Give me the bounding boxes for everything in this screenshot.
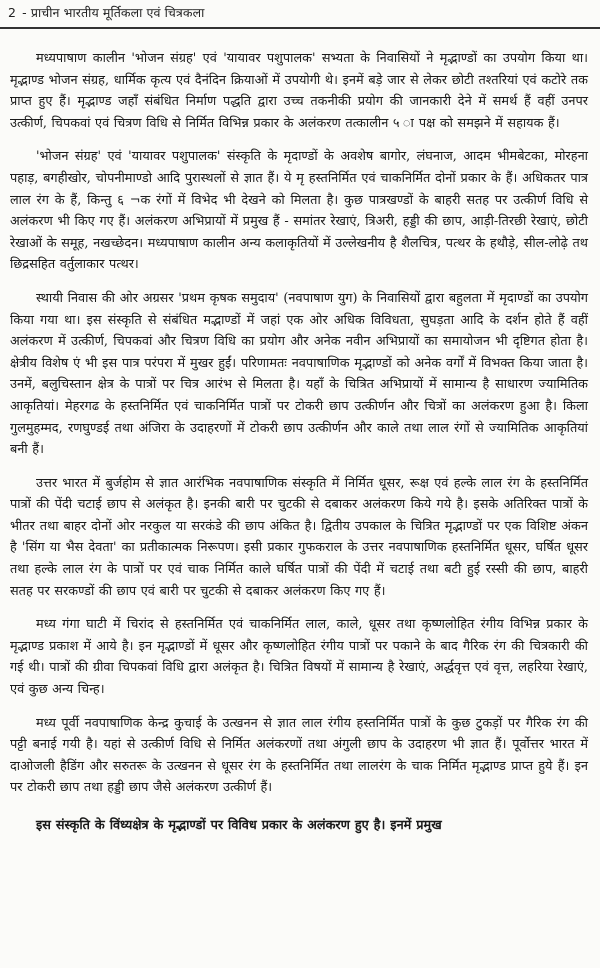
running-header [8,4,204,21]
paragraph-mesolithic-sites: 'भोजन संग्रह' एवं 'यायावर पशुपालक' संस्कृति के मृदाण्डों के अवशेष बागोर, लंघनाज, आदम भीमबेटका, मोरहना पहाड़, बगहीखोर, चोपनीमाण्डो आदि पुरास्थलों से ज्ञात हैं। ये मृ हस्तनिर्मित एवं चाकनिर्मित दोनों प्रकार के हैं। अधिकतर पात्र लाल रंग के हैं, किन्तु ६ ¬क रंगों में विभेद भी देखने को मिलता है। कुछ पात्रखण्डों के बाहरी सतह पर उत्कीर्ण विधि से अलंकरण भी किए गए हैं। अलंकरण अभिप्रायों में प्रमुख हैं - समांतर रेखाएं, त्रिअरी, हड्डी की छाप, आड़ी-तिरछी रेखाएं, छोटी रेखाओं के समूह, नखच्छेदन। मध्यपाषाण कालीन अन्य कलाकृतियों में उल्लेखनीय है शैलचित्र, पत्थर के हथौड़े, सील-लोढ़े तथ छिद्रसहित वर्तुलाकार पत्थर। [10,149,588,273]
paragraph-east-india: मध्य पूर्वी नवपाषाणिक केन्द्र कुचाई के उत्खनन से ज्ञात लाल रंगीय हस्तनिर्मित पात्रों के कुछ टुकड़ों पर गैरिक रंग की पट्टी बनाई गयी है। यहां से उत्कीर्ण विधि से निर्मित अलंकरणों तथा अंगुली छाप के उदाहरण भी ज्ञात हैं। पूर्वोत्तर भारत में दाओजली हैडिंग और सरुतरू के उत्खनन से धूसर रंग के हस्तनिर्मित तथा लालरंग के चाक निर्मित मृद्भाण्ड प्राप्त हुये हैं। इन पर टोकरी छाप तथा हड्डी छाप जैसे अलंकरण उत्कीर्ण हैं। [10,715,588,796]
paragraph-mesolithic-pottery: मध्यपाषाण कालीन 'भोजन संग्रह' एवं 'यायावर पशुपालक' सभ्यता के निवासियों ने मृद्भाण्डों का उपयोग किया था। मृद्भाण्ड भोजन संग्रह, धार्मिक कृत्य एवं दैनंदिन क्रियाओं में उपयोगी थे। इनमें बड़े जार से लेकर छोटी तश्तरियां एवं कटोरे तक प्राप्त हुए हैं। मृद्भाण्ड जहाँ संबंधित निर्माण पद्धति द्वारा उच्च तकनीकी प्रयोग की जानकारी देने में समर्थ हैं वहीं उनपर उत्कीर्ण, चिपकवां एवं चित्रण विधि से निर्मित विभिन्न प्रकार के अलंकरण तत्कालीन ५ ा पक्ष को समझने में सहायक हैं। [10,51,588,131]
body-text [10,48,588,849]
paragraph-north-india: उत्तर भारत में बुर्जहोम से ज्ञात आरंभिक नवपाषाणिक संस्कृति में निर्मित धूसर, रूक्ष एवं हल्के लाल रंग के हस्तनिर्मित पात्रों की पेंदी चटाई छाप से अलंकृत है। इनकी बारी पर चुटकी से दबाकर अलंकरण किये गये है। इसके अतिरिक्त पात्रों के भीतर तथा बाहर दोनों ओर नरकुल या सरकंडे की छाप अंकित है। द्वितीय उपकाल के चित्रित मृद्भाण्डों पर एक विशिष्ट अंकन है 'सिंग या भैस देवता' का प्रतीकात्मक निरूपण। इसी प्रकार गुफकराल के उत्तर नवपाषाणिक हस्तनिर्मित धूसर, घर्षित धूसर तथा हल्के लाल रंग के पात्रों पर एवं चाक निर्मित काले घर्षित पात्रों की पेंदी में चटाई तथा बटी हुई रस्सी की छाप, बाहरी सतह पर सरकण्डों की छाप एवं बारी पर चुटकी से दबाकर अलंकरण किए गए हैं। [10,475,589,599]
paragraph-vindhya-start: इस संस्कृति के विंध्यक्षेत्र के मृद्भाण्डों पर विविध प्रकार के अलंकरण हुए है। इनमें प्रमुख [36,818,442,833]
paragraph-middle-ganga: मध्य गंगा घाटी में चिरांद से हस्तनिर्मित एवं चाकनिर्मित लाल, काले, धूसर तथा कृष्णलोहित रंगीय विभिन्न प्रकार के मृद्भाण्ड प्रकाश में आये है। इन मृद्भाण्डों में धूसर और कृष्णलोहित रंगीय पात्रों पर पकाने के बाद गैरिक रंग की चित्रकारी की गई थी। पात्रों की ग्रीवा चिपकवां विधि द्वारा अलंकृत है। चित्रित विषयों में सामान्य है रेखाएं, अर्द्धवृत्त एवं वृत्त, लहरिया रेखाएं, एवं कुछ अन्य चिन्ह। [10,617,588,698]
page-number: 2 [8,5,17,20]
paragraph-neolithic-farmers: स्थायी निवास की ओर अग्रसर 'प्रथम कृषक समुदाय' (नवपाषाण युग) के निवासियों द्वारा बहुलता में मृदाण्डों का उपयोग किया गया था। इस संस्कृति से संबंधित मद्भाण्डों में जहां एक ओर अधिक विविधता, सुघड़ता आदि के दर्शन होते हैं वहीं अलंकरण में उत्कीर्ण, चिपकवां और चित्रण विधि का प्रयोग और अनेक नवीन अभिप्रायों का समायोजन भी दृष्टिगत होता है। क्षेत्रीय विशेष एं भी इस पात्र परंपरा में मुखर हुईं। परिणामतः नवपाषाणिक मृद्भाण्डों को अनेक वर्गों में विभक्त किया जाता है। उनमें, बलुचिस्तान क्षेत्र के पात्रों पर चित्र आरंभ से मिलता है। यहाँ के चित्रित अभिप्रायों में सामान्य है साधारण ज्यामितिक आकृतियां। मेहरगढ के हस्तनिर्मित एवं चाकनिर्मित पात्रों पर टोकरी छाप उत्कीर्णन और चित्रों का अलंकरण हुआ है। किला गुलमुहम्मद, रणघुण्डई तथा अंजिरा के उदाहरणों में टोकरी छाप उत्कीर्णन और काले तथा लाल रंगों से ज्यामितिक आकृतियां बनी हैं। [10,290,588,458]
header-separator: - [18,5,31,20]
book-title: प्राचीन भारतीय मूर्तिकला एवं चित्रकला [30,5,205,20]
header-rule [0,27,600,29]
